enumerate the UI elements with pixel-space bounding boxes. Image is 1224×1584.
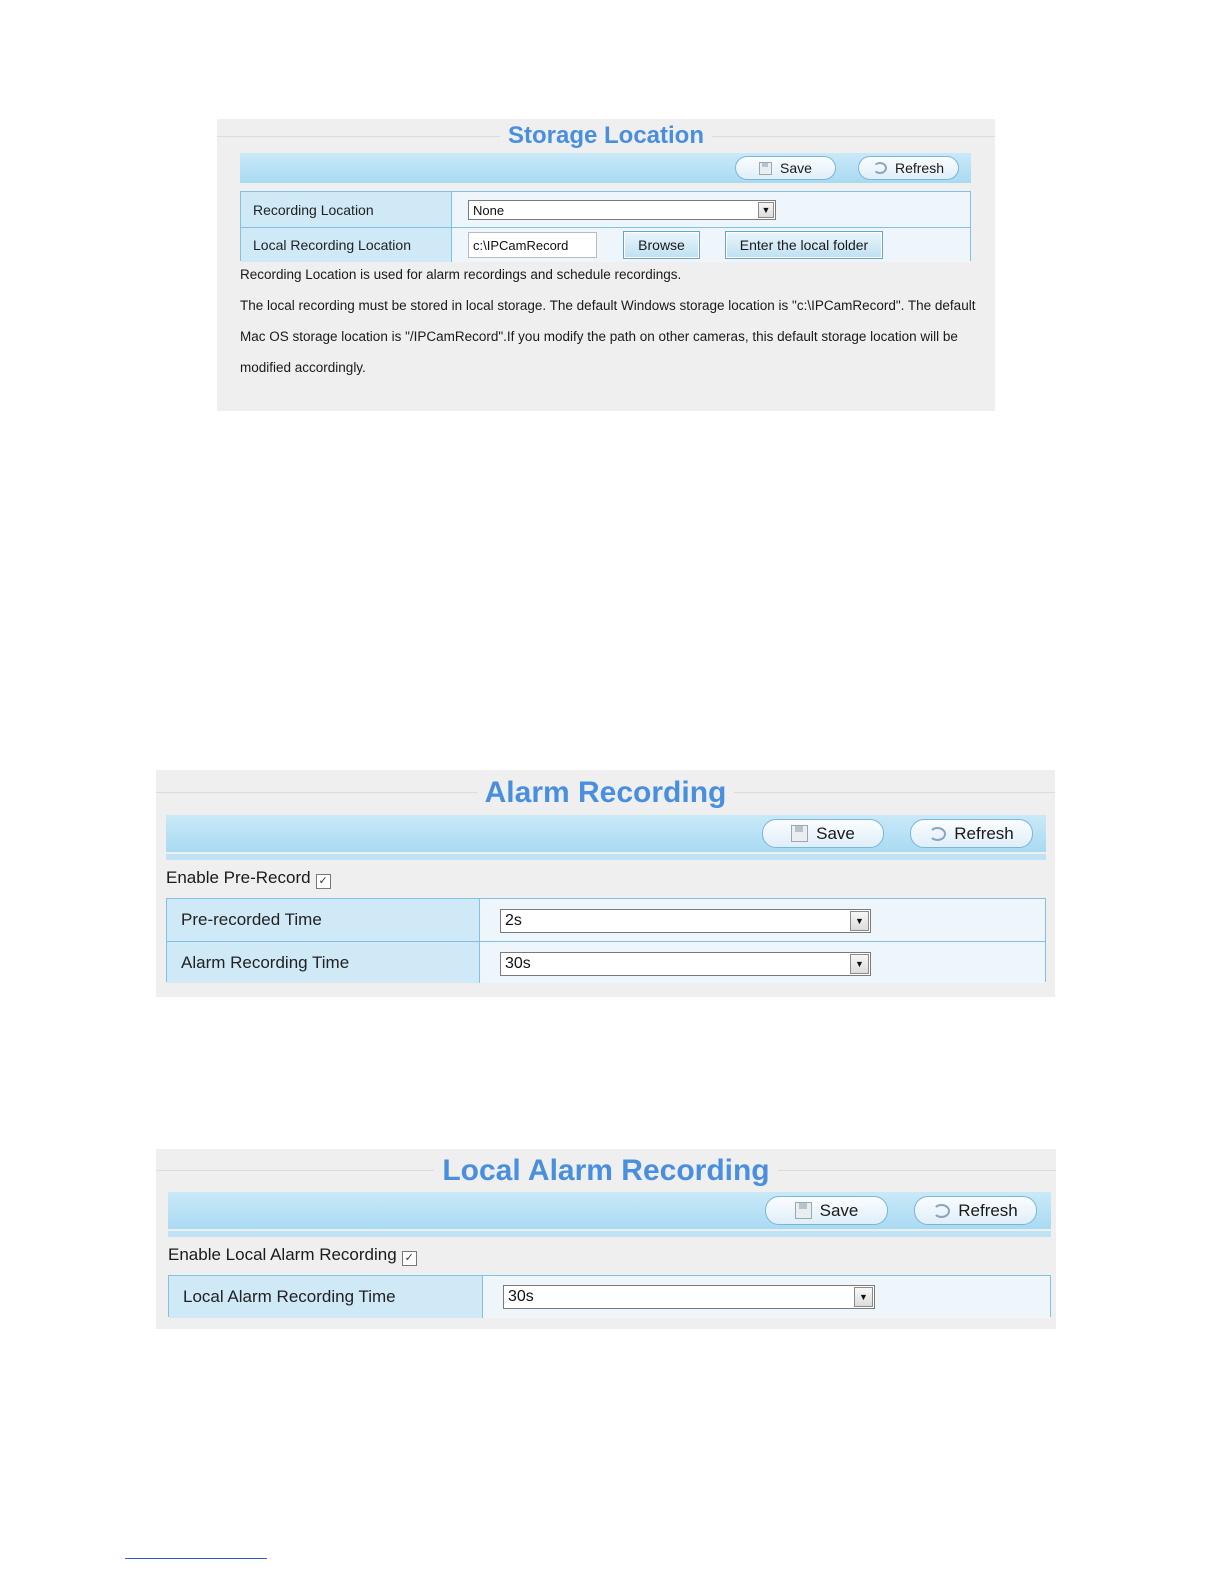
enable-pre-record-checkbox[interactable]	[316, 874, 331, 889]
refresh-icon	[933, 1204, 950, 1218]
select-value: None	[473, 202, 505, 218]
row-value	[480, 942, 1045, 983]
storage-form	[240, 191, 971, 261]
chevron-down-icon: ▼	[850, 911, 869, 931]
enter-local-folder-button[interactable]: Enter the local folder	[725, 231, 883, 259]
browse-button[interactable]: Browse	[623, 231, 700, 259]
storage-location-panel	[217, 119, 995, 411]
help-note-2: The local recording must be stored in local storage. The default Windows storage location is "c:\IPCamRecord". The default	[240, 298, 976, 313]
toolbar-underline	[166, 854, 1046, 860]
footnote-divider	[125, 1558, 267, 1559]
refresh-icon	[929, 827, 946, 841]
checkmark-icon: ✓	[404, 1251, 414, 1264]
refresh-label: Refresh	[954, 823, 1014, 843]
row-value	[452, 192, 970, 227]
save-icon	[795, 1202, 812, 1219]
select-value: 30s	[508, 1288, 534, 1305]
local-recording-location-row	[241, 227, 970, 262]
save-button[interactable]	[735, 156, 836, 180]
local-recording-location-input[interactable]: c:\IPCamRecord	[468, 232, 597, 258]
page-title: Storage Location	[217, 122, 995, 150]
alarm-recording-panel	[156, 770, 1055, 997]
pre-recorded-time-select[interactable]	[500, 909, 871, 933]
local-alarm-recording-panel	[156, 1149, 1056, 1329]
toolbar	[168, 1192, 1051, 1229]
page-title: Alarm Recording	[156, 776, 1055, 810]
toolbar	[166, 815, 1046, 852]
refresh-button[interactable]	[914, 1196, 1037, 1225]
chevron-down-icon: ▼	[854, 1287, 873, 1307]
alarm-recording-form	[166, 898, 1046, 982]
alarm-recording-time-row	[167, 941, 1045, 983]
enable-local-alarm-recording-label: Enable Local Alarm Recording	[168, 1245, 397, 1264]
save-label: Save	[819, 1200, 859, 1220]
refresh-label: Refresh	[894, 160, 945, 176]
save-label: Save	[816, 823, 855, 843]
alarm-recording-time-label: Alarm Recording Time	[167, 942, 480, 983]
recording-location-label: Recording Location	[241, 192, 452, 227]
save-label: Save	[780, 160, 812, 176]
help-note-1: Recording Location is used for alarm recordings and schedule recordings.	[240, 267, 682, 282]
alarm-recording-time-select[interactable]	[500, 952, 871, 976]
row-value	[480, 899, 1045, 941]
local-alarm-recording-time-select[interactable]	[503, 1285, 875, 1309]
page-title: Local Alarm Recording	[156, 1154, 1056, 1188]
select-value: 2s	[505, 912, 522, 929]
local-alarm-recording-time-row	[169, 1276, 1050, 1318]
refresh-button[interactable]	[910, 819, 1033, 848]
chevron-down-icon: ▼	[850, 954, 869, 974]
chevron-down-icon: ▼	[758, 202, 774, 218]
save-icon	[791, 825, 808, 842]
enable-pre-record-label: Enable Pre-Record	[166, 868, 311, 887]
pre-recorded-time-label: Pre-recorded Time	[167, 899, 480, 941]
local-recording-location-label: Local Recording Location	[241, 228, 452, 262]
row-value	[452, 228, 970, 262]
save-button[interactable]	[762, 819, 884, 848]
local-alarm-recording-form	[168, 1275, 1051, 1317]
pre-recorded-time-row	[167, 899, 1045, 941]
recording-location-row	[241, 192, 970, 227]
refresh-icon	[873, 162, 887, 174]
enable-local-alarm-recording	[168, 1245, 417, 1265]
refresh-button[interactable]	[858, 156, 959, 180]
row-value	[483, 1276, 1050, 1318]
help-note-4: modified accordingly.	[240, 360, 366, 375]
local-alarm-recording-time-label: Local Alarm Recording Time	[169, 1276, 483, 1318]
enable-local-alarm-recording-checkbox[interactable]	[402, 1251, 417, 1266]
enable-pre-record	[166, 868, 331, 888]
help-note-3: Mac OS storage location is "/IPCamRecord".If you modify the path on other cameras, this default storage location will be	[240, 329, 958, 344]
toolbar	[240, 153, 971, 183]
save-button[interactable]	[765, 1196, 888, 1225]
refresh-label: Refresh	[958, 1200, 1018, 1220]
select-value: 30s	[505, 955, 531, 972]
save-icon	[759, 162, 772, 175]
checkmark-icon: ✓	[318, 874, 328, 887]
recording-location-select[interactable]	[468, 200, 776, 220]
toolbar-underline	[168, 1231, 1051, 1237]
